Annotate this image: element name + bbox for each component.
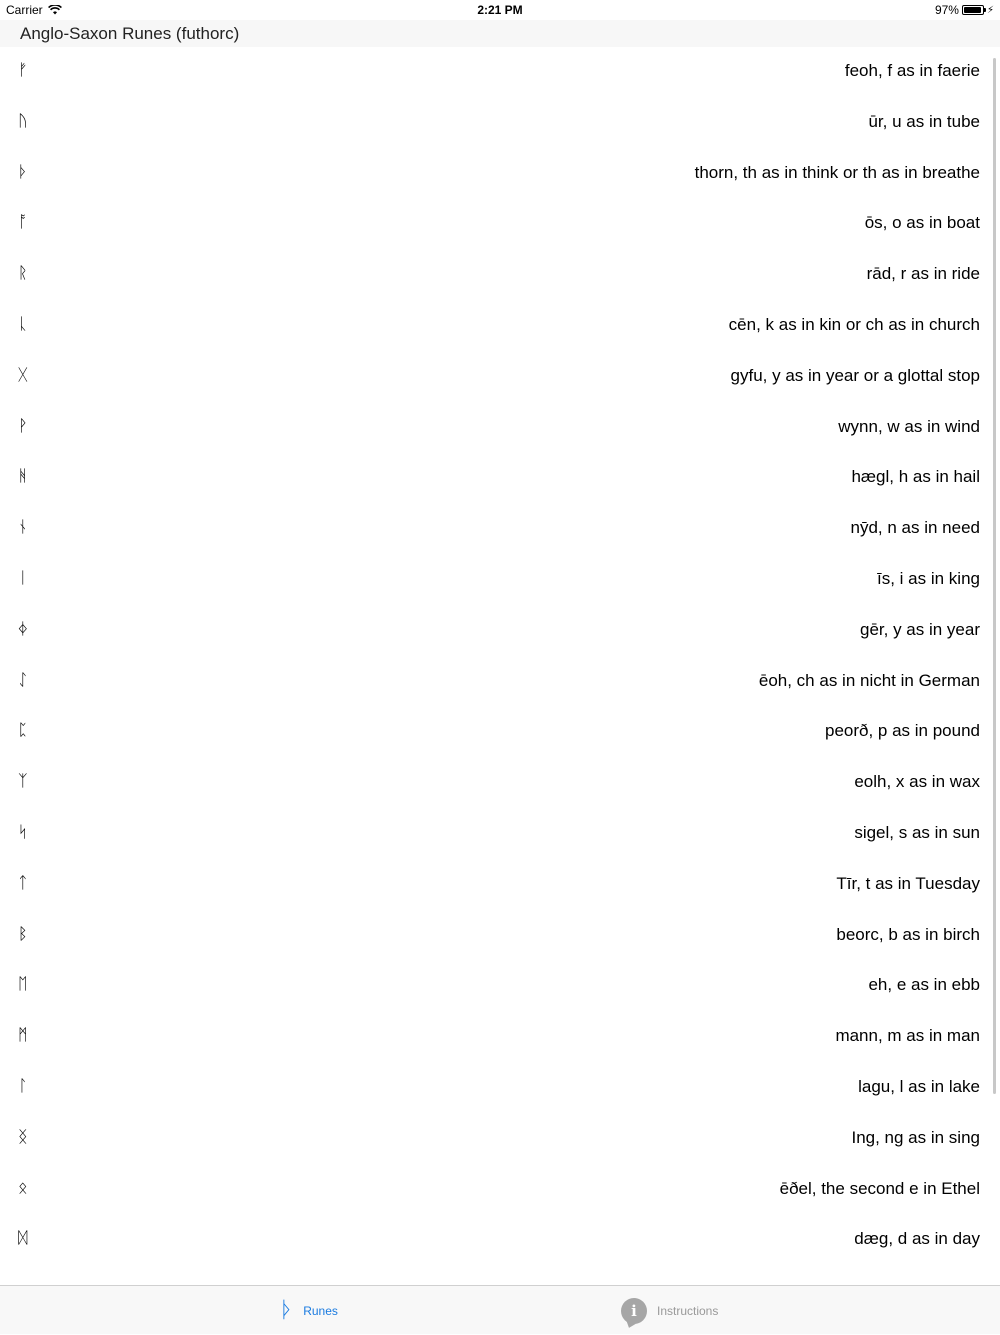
rune-row-beorc[interactable] bbox=[0, 911, 1000, 962]
rune-row-ing[interactable] bbox=[0, 1114, 1000, 1165]
rune-glyph: ᚹ bbox=[18, 415, 28, 435]
rune-glyph: ᛟ bbox=[18, 1177, 28, 1197]
rune-glyph: ᚻ bbox=[18, 466, 28, 486]
rune-description: beorc, b as in birch bbox=[836, 924, 980, 944]
rune-glyph: ᛄ bbox=[18, 618, 28, 638]
tab-runes[interactable] bbox=[280, 1286, 338, 1335]
rune-description: gyfu, y as in year or a glottal stop bbox=[730, 365, 980, 385]
rune-row-eh[interactable] bbox=[0, 961, 1000, 1012]
rune-glyph: ᛁ bbox=[18, 567, 28, 587]
rune-glyph: ᛖ bbox=[18, 974, 28, 994]
rune-glyph: ᛗ bbox=[18, 1025, 28, 1045]
rune-row-ur[interactable] bbox=[0, 98, 1000, 149]
rune-row-wynn[interactable] bbox=[0, 403, 1000, 454]
rune-row-sigel[interactable] bbox=[0, 809, 1000, 860]
rune-glyph: ᚩ bbox=[18, 212, 28, 232]
rune-glyph: ᛉ bbox=[18, 771, 28, 791]
rune-description: ēoh, ch as in nicht in German bbox=[758, 670, 980, 690]
rune-row-feoh[interactable] bbox=[0, 47, 1000, 98]
rune-row-eolh[interactable] bbox=[0, 758, 1000, 809]
rune-glyph: ᛞ bbox=[18, 1228, 28, 1248]
rune-description: sigel, s as in sun bbox=[854, 822, 980, 842]
rune-glyph: ᚢ bbox=[18, 110, 28, 130]
rune-description: cēn, k as in kin or ch as in church bbox=[728, 314, 980, 334]
battery-percentage: 97% bbox=[934, 3, 959, 17]
status-bar bbox=[0, 0, 1000, 20]
rune-glyph: ᛇ bbox=[18, 669, 28, 689]
rune-description: gēr, y as in year bbox=[859, 619, 980, 639]
rune-description: mann, m as in man bbox=[835, 1026, 980, 1046]
rune-row-edel[interactable] bbox=[0, 1165, 1000, 1216]
rune-row-gyfu[interactable] bbox=[0, 352, 1000, 403]
tab-instructions[interactable] bbox=[621, 1286, 718, 1335]
rune-glyph: ᛒ bbox=[18, 923, 28, 943]
rune-description: Ing, ng as in sing bbox=[851, 1127, 980, 1147]
scroll-indicator[interactable] bbox=[993, 58, 996, 1094]
rune-row-tir[interactable] bbox=[0, 860, 1000, 911]
rune-description: nȳd, n as in need bbox=[850, 518, 980, 538]
tab-runes-label: Runes bbox=[303, 1303, 338, 1318]
rune-row-eoh[interactable] bbox=[0, 657, 1000, 708]
rune-glyph: ᚳ bbox=[18, 313, 28, 333]
rune-description: īs, i as in king bbox=[877, 568, 980, 588]
section-header bbox=[0, 20, 1000, 47]
status-time: 2:21 PM bbox=[477, 3, 523, 17]
rune-description: ūr, u as in tube bbox=[868, 111, 980, 131]
rune-row-os[interactable] bbox=[0, 199, 1000, 250]
rune-glyph: ᚦ bbox=[18, 161, 28, 181]
section-title: Anglo-Saxon Runes (futhorc) bbox=[20, 24, 240, 43]
rune-row-haegl[interactable] bbox=[0, 453, 1000, 504]
rune-list[interactable] bbox=[0, 47, 1000, 1285]
rune-glyph: ᚷ bbox=[18, 364, 28, 384]
rune-row-thorn[interactable] bbox=[0, 149, 1000, 200]
rune-glyph: ᛋ bbox=[18, 821, 28, 841]
rune-glyph: ᛏ bbox=[18, 872, 28, 892]
rune-description: ōs, o as in boat bbox=[864, 213, 980, 233]
rune-glyph: ᛝ bbox=[18, 1126, 28, 1146]
charging-bolt-icon: ⚡ bbox=[986, 4, 994, 16]
rune-description: feoh, f as in faerie bbox=[844, 61, 980, 80]
carrier-label: Carrier bbox=[6, 3, 43, 17]
battery-group bbox=[935, 3, 994, 17]
tab-bar bbox=[0, 1285, 1000, 1334]
thorn-rune-icon: ᚦ bbox=[280, 1298, 294, 1323]
rune-row-ger[interactable] bbox=[0, 606, 1000, 657]
rune-row-cen[interactable] bbox=[0, 301, 1000, 352]
rune-description: rād, r as in ride bbox=[866, 264, 980, 284]
rune-row-is[interactable] bbox=[0, 555, 1000, 606]
rune-row-peord[interactable] bbox=[0, 707, 1000, 758]
rune-row-lagu[interactable] bbox=[0, 1063, 1000, 1114]
rune-description: dæg, d as in day bbox=[854, 1229, 980, 1249]
rune-glyph: ᚱ bbox=[18, 263, 28, 283]
rune-description: lagu, l as in lake bbox=[858, 1076, 980, 1096]
rune-glyph: ᚾ bbox=[18, 517, 28, 537]
rune-row-mann[interactable] bbox=[0, 1012, 1000, 1063]
rune-description: ēðel, the second e in Ethel bbox=[779, 1178, 980, 1198]
battery-icon bbox=[962, 5, 984, 15]
rune-glyph: ᛚ bbox=[18, 1075, 28, 1095]
rune-description: hægl, h as in hail bbox=[851, 467, 980, 487]
rune-description: thorn, th as in think or th as in breathe bbox=[694, 162, 980, 182]
rune-description: peorð, p as in pound bbox=[824, 721, 980, 741]
rune-description: Tīr, t as in Tuesday bbox=[836, 873, 980, 893]
rune-glyph: ᚠ bbox=[18, 60, 28, 79]
info-bubble-icon: i bbox=[621, 1298, 647, 1324]
rune-row-daeg[interactable] bbox=[0, 1215, 1000, 1266]
rune-description: wynn, w as in wind bbox=[838, 416, 980, 436]
rune-description: eh, e as in ebb bbox=[868, 975, 980, 995]
rune-glyph: ᛈ bbox=[18, 720, 28, 740]
tab-instructions-label: Instructions bbox=[657, 1303, 719, 1318]
rune-description: eolh, x as in wax bbox=[854, 772, 980, 792]
rune-row-nyd[interactable] bbox=[0, 504, 1000, 555]
rune-row-rad[interactable] bbox=[0, 250, 1000, 301]
